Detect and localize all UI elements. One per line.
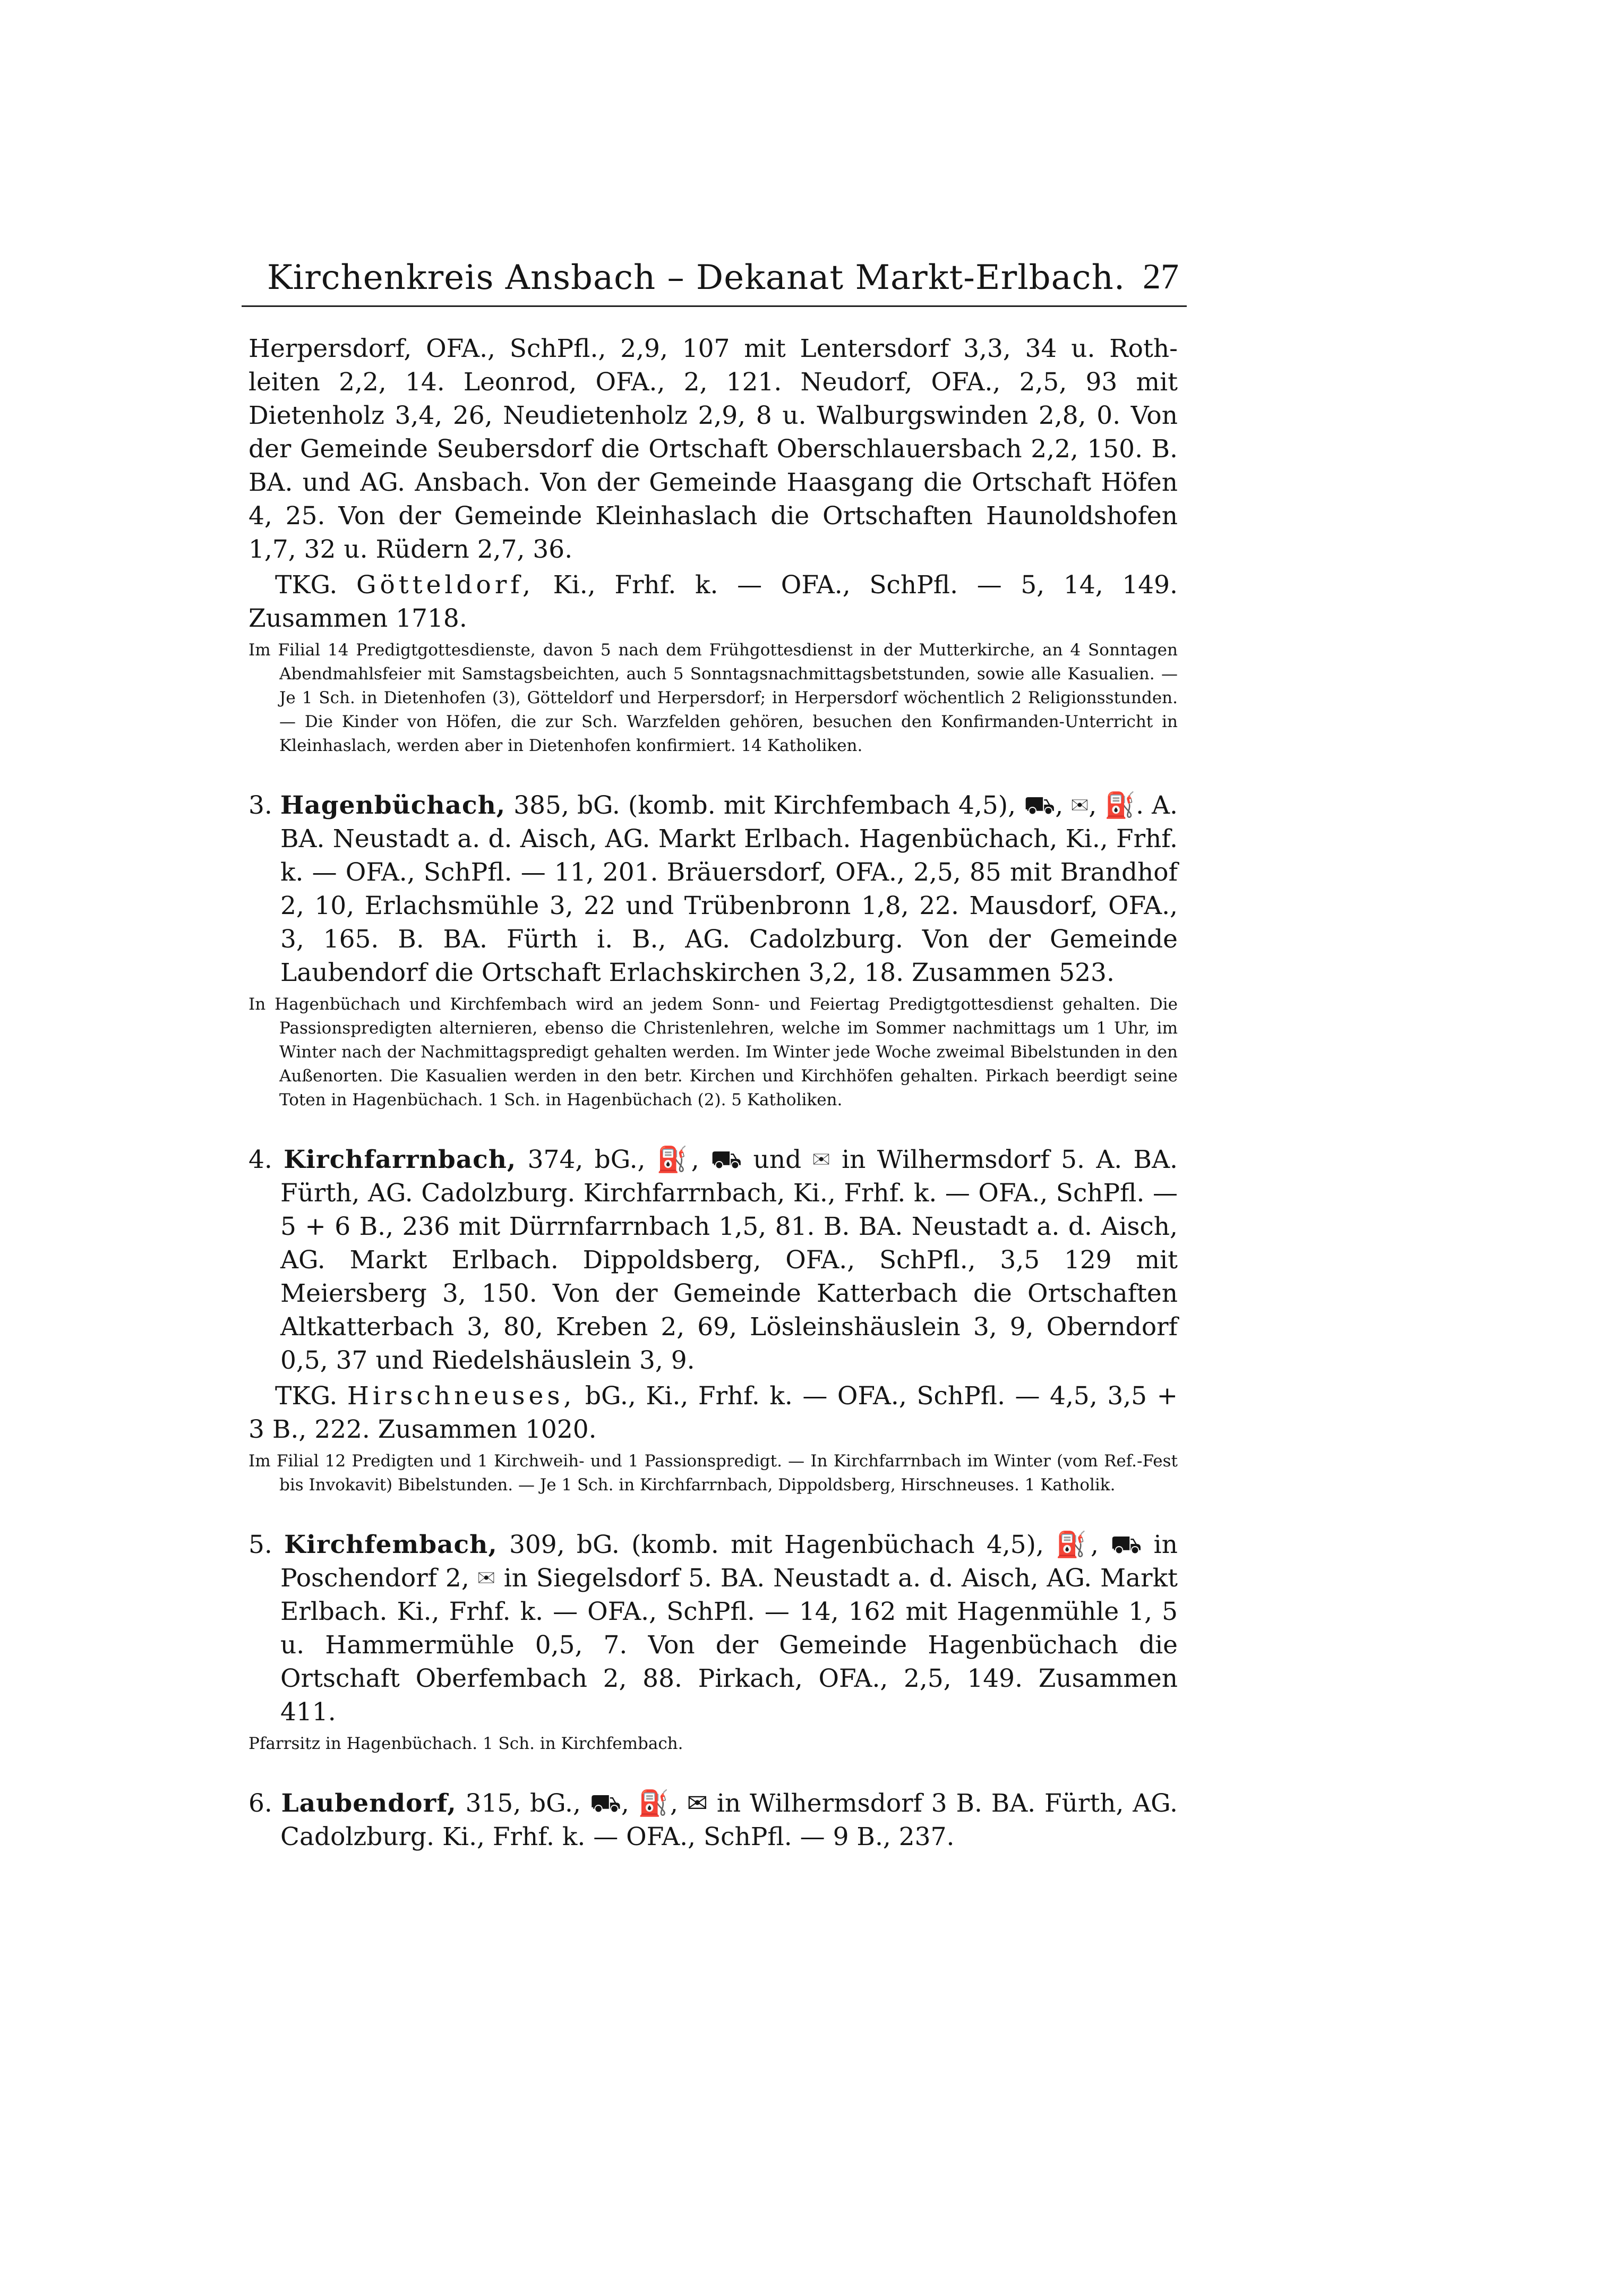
tkg-place: Götteldorf, xyxy=(356,570,534,600)
tkg-rest: bG., Ki., Frhf. k. — OFA., SchPfl. — 4,5, 3,5 + 3 B., 222. Zusammen 1020. xyxy=(248,1381,1178,1444)
entry-body: 374, bG., ⛽, ⛟ und ✉ in Wilhermsdorf 5. A. BA. Fürth, AG. Cadolzburg. Kirchfarrnbach, Ki., Frhf. k. — OFA., SchPfl. — 5 + 6 B., 236 mit Dürrnfarrnbach 1,5, 81. B. BA. Neustadt a. d. Aisch, AG. Markt Erlbach. Dippoldsberg, OFA., SchPfl., 3,5 129 mit Meiersberg 3, 150. Von der Gemeinde Katterbach die Ortschaften Altkatterbach 3, 80, Kreben 2, 69, Lösleinshäuslein 3, 9, Oberndorf 0,5, 37 und Riedelshäuslein 3, 9. xyxy=(280,1145,1178,1375)
page-body xyxy=(248,332,1178,1854)
entry-kirchfarrnbach xyxy=(248,1143,1178,1497)
entry-note: Pfarrsitz in Hagenbüchach. 1 Sch. in Kirchfembach. xyxy=(248,1734,683,1753)
entry-tkg-line xyxy=(248,1379,1178,1446)
tkg-label: TKG. xyxy=(275,570,338,600)
entry-name: Kirchfarrnbach, xyxy=(284,1145,517,1174)
entry-name: Hagenbüchach, xyxy=(280,791,506,820)
entry-body: 315, bG., ⛟, ⛽, ✉ in Wilhermsdorf 3 B. BA. Fürth, AG. Cadolzburg. Ki., Frhf. k. — OFA., SchPfl. — 9 B., 237. xyxy=(280,1789,1178,1851)
running-header xyxy=(250,250,1179,297)
entry-text xyxy=(248,1787,1178,1854)
entry-name: Kirchfembach, xyxy=(284,1530,498,1559)
entry-number: 6. xyxy=(248,1789,272,1818)
entry-text xyxy=(248,789,1178,989)
entry-number: 4. xyxy=(248,1145,272,1174)
entry-note: In Hagenbüchach und Kirchfembach wird an jedem Sonn- und Feiertag Predigtgottesdienst gehalten. Die Passionspredigten alternieren, ebenso die Christenlehren, welche im Sommer nachmittags um 1 Uhr, im Winter nach der Nachmittagspredigt gehalten werden. Im Winter jede Woche zweimal Bibelstunden in den Außenorten. Die Kasualien werden in den betr. Kirchen und Kirchhöfen gehalten. Pirkach beerdigt seine Toten in Hagenbüchach. 1 Sch. in Hagenbüchach (2). 5 Katholiken. xyxy=(248,995,1178,1109)
intro-paragraph: Herpersdorf, OFA., SchPfl., 2,9, 107 mit Lentersdorf 3,3, 34 u. Roth-leiten 2,2, 14. Leonrod, OFA., 2, 121. Neudorf, OFA., 2,5, 93 mit Dietenholz 3,4, 26, Neudietenholz 2,9, 8 u. Walburgswinden 2,8, 0. Von der Gemeinde Seubersdorf die Ortschaft Oberschlauersbach 2,2, 150. B. BA. und AG. Ansbach. Von der Gemeinde Haasgang die Ortschaft Höfen 4, 25. Von der Gemeinde Kleinhaslach die Ortschaften Haunoldshofen 1,7, 32 u. Rüdern 2,7, 36. xyxy=(248,334,1178,564)
header-rule xyxy=(242,305,1187,307)
entry-name: Laubendorf, xyxy=(281,1789,457,1818)
tkg-rest: Ki., Frhf. k. — OFA., SchPfl. — 5, 14, 149. Zusammen 1718. xyxy=(248,570,1178,633)
page-number: 27 xyxy=(1143,256,1179,296)
entry-hagenbuechach xyxy=(248,789,1178,1112)
entry-text xyxy=(248,1528,1178,1729)
entry-laubendorf xyxy=(248,1787,1178,1854)
intro-note: Im Filial 14 Predigtgottesdienste, davon 5 nach dem Frühgottesdienst in der Mutterkirche, an 4 Sonntagen Abendmahlsfeier mit Samstagsbeichten, auch 5 Sonntagsnachmittagsbetstunden, sowie alle Kasualien. — Je 1 Sch. in Dietenhofen (3), Götteldorf und Herpersdorf; in Herpersdorf wöchentlich 2 Religionsstunden. — Die Kinder von Höfen, die zur Sch. Warzfelden gehören, besuchen den Konfirmanden-Unterricht in Kleinhaslach, werden aber in Dietenhofen konfirmiert. 14 Katholiken. xyxy=(248,641,1178,755)
entry-body: 309, bG. (komb. mit Hagenbüchach 4,5), ⛽, ⛟ in Poschendorf 2, ✉ in Siegelsdorf 5. BA. Neustadt a. d. Aisch, AG. Markt Erlbach. Ki., Frhf. k. — OFA., SchPfl. — 14, 162 mit Hagenmühle 1, 5 u. Hammermühle 0,5, 7. Von der Gemeinde Hagenbüchach die Ortschaft Oberfembach 2, 88. Pirkach, OFA., 2,5, 149. Zusammen 411. xyxy=(280,1530,1178,1727)
entry-body: 385, bG. (komb. mit Kirchfembach 4,5), ⛟, ✉, ⛽. A. BA. Neustadt a. d. Aisch, AG. Markt Erlbach. Hagenbüchach, Ki., Frhf. k. — OFA., SchPfl. — 11, 201. Bräuersdorf, OFA., 2,5, 85 mit Brandhof 2, 10, Erlachsmühle 3, 22 und Trübenbronn 1,8, 22. Mausdorf, OFA., 3, 165. B. BA. Fürth i. B., AG. Cadolzburg. Von der Gemeinde Laubendorf die Ortschaft Erlachskirchen 3,2, 18. Zusammen 523. xyxy=(280,791,1178,987)
entry-number: 5. xyxy=(248,1530,272,1559)
tkg-label: TKG. xyxy=(275,1381,338,1411)
header-title: Kirchenkreis Ansbach – Dekanat Markt-Erlbach. xyxy=(267,258,1126,297)
tkg-place: Hirschneuses, xyxy=(347,1381,576,1411)
entry-kirchfembach xyxy=(248,1528,1178,1756)
entry-text xyxy=(248,1143,1178,1377)
entry-note: Im Filial 12 Predigten und 1 Kirchweih- und 1 Passionspredigt. — In Kirchfarrnbach im Winter (vom Ref.-Fest bis Invokavit) Bibelstunden. — Je 1 Sch. in Kirchfarrnbach, Dippoldsberg, Hirschneuses. 1 Katholik. xyxy=(248,1452,1178,1495)
intro-tkg-line xyxy=(248,568,1178,635)
entry-number: 3. xyxy=(248,791,272,820)
